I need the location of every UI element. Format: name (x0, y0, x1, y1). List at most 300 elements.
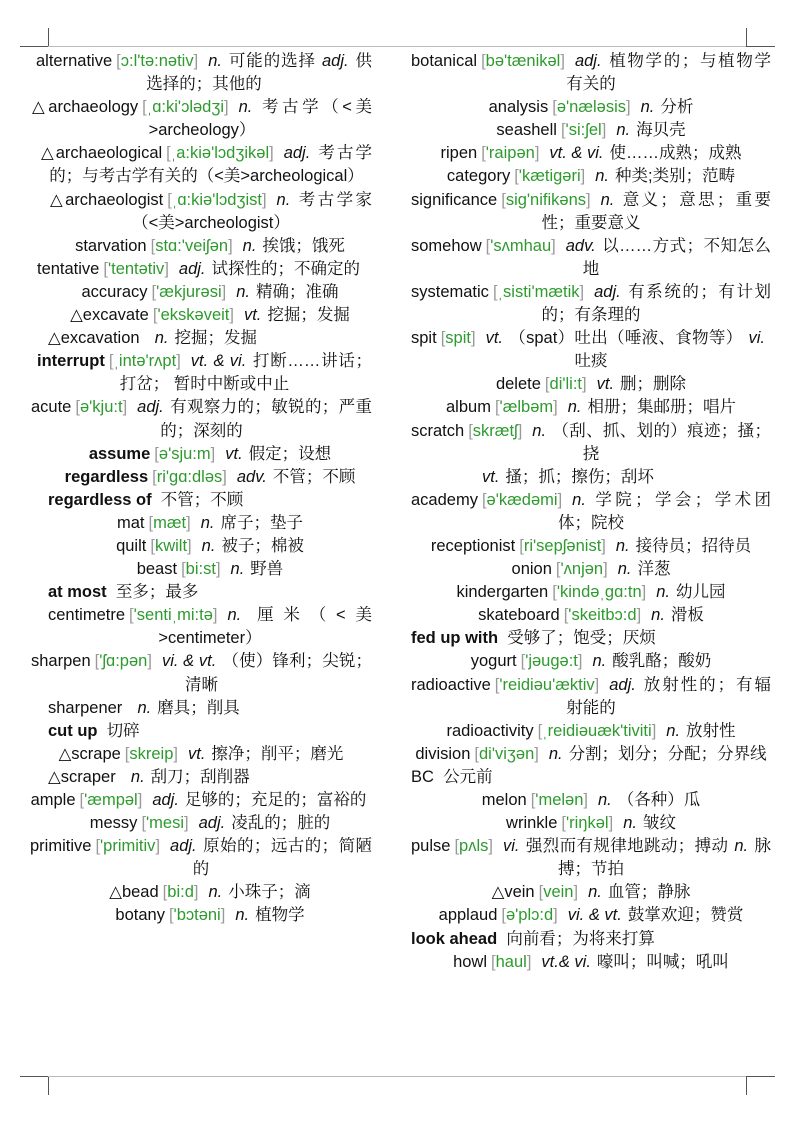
phonetic (539, 883, 578, 901)
bracket-open: [ (494, 675, 500, 694)
definition: 使……成熟；成熟 (609, 144, 742, 163)
definition: 被子；棉被 (221, 536, 304, 555)
definition: 公元前 (443, 767, 493, 786)
part-of-speech: n. (235, 906, 250, 925)
headword: △archaeological (41, 144, 163, 163)
part-of-speech: n. (230, 560, 245, 579)
headword: acute (31, 398, 72, 417)
part-of-speech: n. (208, 883, 223, 902)
dictionary-entry (25, 142, 372, 188)
phonetic-text: di'li:t (549, 375, 583, 394)
headword: division (415, 744, 471, 763)
headword: cut up (48, 721, 98, 740)
phonetic (125, 745, 178, 763)
dictionary-entry (25, 327, 372, 350)
dictionary-entry (25, 189, 372, 235)
left-column (25, 50, 372, 928)
definition: 凌乱的；脏的 (231, 814, 331, 833)
definition: 刮刀；刮削器 (150, 767, 250, 786)
part-of-speech: vi. (502, 837, 520, 856)
right-column (411, 50, 771, 974)
bracket-close: ] (641, 583, 647, 602)
dictionary-entry (411, 119, 771, 142)
phonetic-text: 'ʌnjən (560, 560, 604, 579)
phonetic (501, 906, 557, 924)
headword: applaud (438, 906, 498, 925)
phonetic-text: ˌsisti'mætik (497, 282, 580, 301)
bracket-open: [ (501, 190, 506, 209)
phonetic-text: 'tentətiv (107, 259, 165, 278)
phonetic (552, 583, 646, 601)
headword: △archaeology (32, 98, 139, 117)
dictionary-entry (411, 904, 771, 927)
dictionary-entry (411, 581, 771, 604)
headword: sharpener (48, 698, 123, 717)
phonetic (495, 398, 558, 416)
bracket-close: ] (488, 837, 493, 856)
crop-mark-bottom-left (20, 1076, 49, 1095)
definition: 相册；集邮册；唱片 (587, 398, 736, 417)
phonetic (103, 260, 169, 278)
part-of-speech: adj. (574, 52, 602, 70)
bracket-open: [ (75, 398, 80, 417)
bracket-open: [ (116, 52, 121, 70)
part-of-speech: adj. (609, 675, 636, 694)
bracket-close: ] (580, 167, 586, 186)
headword: radioactivity (446, 721, 534, 740)
part-of-speech: vt. & vi. (190, 352, 247, 371)
phonetic (80, 791, 143, 809)
part-of-speech: n. (617, 560, 632, 579)
part-of-speech: n. (592, 652, 607, 671)
definition: （spat）吐出（唾液、食物等） (508, 329, 743, 348)
bracket-close: ] (534, 744, 539, 763)
phonetic-text: skrætʃ (472, 421, 518, 440)
bracket-close: ] (603, 560, 608, 579)
bracket-open: [ (485, 236, 491, 255)
phonetic (482, 491, 562, 509)
dictionary-entry (25, 881, 372, 904)
phonetic (149, 514, 191, 532)
dictionary-entry (25, 720, 372, 743)
definition: 受够了；饱受；厌烦 (507, 629, 656, 648)
dictionary-entry (411, 881, 771, 904)
part-of-speech: n. (276, 190, 291, 209)
definition: 至多；最多 (115, 583, 199, 602)
part-of-speech: adj. (178, 259, 206, 278)
part-of-speech: n. (238, 98, 253, 117)
phonetic (441, 329, 476, 347)
part-of-speech: n. (227, 606, 242, 625)
bracket-open: [ (501, 906, 506, 925)
definition: 试探性的；不确定的 (211, 259, 361, 278)
bracket-open: [ (520, 652, 526, 671)
headword: messy (89, 814, 138, 833)
headword: quilt (116, 536, 147, 555)
bracket-close: ] (137, 791, 143, 809)
definition: 席子；垫子 (220, 513, 303, 532)
bracket-close: ] (224, 98, 229, 117)
definition: （刮、抓、划的）痕迹；搔；挠 (552, 421, 771, 463)
phonetic (163, 883, 199, 901)
part-of-speech: vt. (485, 329, 503, 348)
part-of-speech: n. (236, 282, 250, 301)
part-of-speech: vi. (748, 329, 765, 348)
definition: 脉搏；节拍 (558, 837, 771, 879)
phonetic-text: stɑ:'veiʃən (155, 236, 229, 255)
headword: album (446, 398, 491, 417)
definition: （使）锋利；尖锐；清晰 (185, 652, 372, 694)
phonetic (141, 814, 188, 832)
headword: kindergarten (456, 583, 549, 602)
phonetic-text: 'riŋkəl (566, 814, 609, 833)
bracket-close: ] (147, 652, 152, 671)
phonetic (154, 445, 215, 463)
definition: 不管；不顾 (160, 490, 244, 509)
bracket-open: [ (537, 721, 543, 740)
dictionary-entry (411, 420, 771, 466)
bracket-open: [ (468, 421, 473, 440)
bracket-open: [ (108, 352, 114, 371)
dictionary-entry (411, 720, 771, 743)
phonetic-text: bi:st (185, 560, 216, 579)
bracket-close: ] (470, 329, 476, 348)
phonetic-text: 'ækjurəsi (156, 282, 222, 301)
definition: 血管；静脉 (607, 883, 691, 902)
bracket-open: [ (150, 536, 155, 555)
definition: 鼓掌欢迎；赞赏 (627, 906, 744, 925)
definition: 打断……讲话；打岔； 暂时中断或中止 (119, 352, 373, 394)
bracket-open: [ (552, 98, 557, 117)
dictionary-entry (411, 928, 771, 951)
dictionary-entry (25, 697, 372, 720)
dictionary-entry (411, 604, 771, 627)
headword: onion (511, 560, 552, 579)
phonetic (481, 52, 565, 70)
part-of-speech: vt. & vi. (549, 144, 604, 163)
phonetic-text: mæt (153, 513, 187, 532)
bracket-open: [ (544, 375, 550, 394)
definition: 挨饿；饿死 (262, 236, 345, 255)
dictionary-entry (411, 535, 771, 558)
definition: 小珠子；滴 (228, 883, 311, 902)
dictionary-entry (25, 96, 372, 142)
part-of-speech: n. (597, 791, 612, 809)
definition: 可能的选择 (227, 52, 316, 70)
definition: 接待员；招待员 (635, 536, 752, 555)
phonetic-text: 'mesi (146, 814, 185, 833)
dictionary-entry (411, 743, 771, 766)
phonetic (75, 398, 127, 416)
bracket-open: [ (151, 282, 157, 301)
bracket-close: ] (626, 98, 631, 117)
part-of-speech: n. (640, 98, 655, 117)
part-of-speech: n. (734, 837, 749, 856)
headword: mat (117, 513, 145, 532)
definition: 放射性的；有辐射能的 (566, 675, 771, 717)
phonetic (561, 814, 613, 832)
bracket-close: ] (534, 144, 540, 163)
headword: receptionist (430, 536, 516, 555)
dictionary-entry (411, 50, 771, 96)
bracket-close: ] (579, 282, 585, 301)
phonetic-text: 'ælbəm (499, 398, 554, 417)
bracket-close: ] (573, 883, 579, 902)
part-of-speech: n. (572, 490, 586, 509)
definition: 挖掘；发掘 (267, 306, 350, 325)
headword: regardless of (48, 490, 152, 509)
part-of-speech: n. (588, 883, 602, 902)
phonetic-text: 'sʌmhau (490, 236, 552, 255)
phonetic-text: 'primitiv (100, 837, 156, 856)
part-of-speech: adj. (594, 282, 621, 301)
phonetic (545, 375, 587, 393)
part-of-speech: n. (200, 513, 215, 532)
phonetic-text: spit (445, 329, 471, 348)
definition: 原始的；远古的；简陋的 (192, 837, 372, 879)
bracket-close: ] (553, 398, 558, 417)
headword: △scrape (58, 744, 121, 763)
definition: 种类;类别；范畴 (615, 167, 736, 186)
headword: assume (88, 444, 151, 463)
part-of-speech: n. (651, 606, 665, 625)
definition: 野兽 (250, 560, 284, 579)
definition: 精确；准确 (256, 282, 339, 301)
bracket-open: [ (494, 398, 500, 417)
bracket-close: ] (577, 652, 583, 671)
bracket-close: ] (594, 675, 600, 694)
definition: 学院；学会；学术团体；院校 (558, 490, 771, 532)
headword: interrupt (37, 352, 105, 371)
crop-mark-top-left (20, 28, 49, 47)
bracket-open: [ (103, 259, 108, 278)
bracket-close: ] (176, 352, 181, 371)
dictionary-entry (25, 512, 372, 535)
dictionary-entry (411, 627, 771, 650)
dictionary-entry (411, 96, 771, 119)
definition: 海贝壳 (636, 121, 686, 140)
dictionary-entry (411, 650, 771, 673)
bracket-open: [ (79, 791, 85, 809)
bracket-close: ] (164, 259, 169, 278)
part-of-speech: vt. (188, 744, 206, 763)
phonetic-text: 'kindəˌgɑ:tn (556, 583, 642, 602)
definition: 考古学（<美>archeology） (148, 98, 372, 140)
part-of-speech: n. (615, 536, 630, 555)
headword: analysis (488, 98, 549, 117)
bracket-close: ] (220, 906, 226, 925)
dictionary-entry (411, 558, 771, 581)
definition: 有观察力的；敏锐的；严重的；深刻的 (160, 398, 372, 440)
phonetic (501, 191, 590, 209)
phonetic (531, 791, 588, 809)
part-of-speech: n. (600, 190, 615, 209)
bracket-close: ] (215, 560, 221, 579)
definition: 植物学 (255, 906, 305, 925)
phonetic (538, 722, 657, 740)
phonetic (564, 606, 641, 624)
crop-mark-bottom-right (746, 1076, 775, 1095)
part-of-speech: adv. (565, 236, 596, 255)
definition: 磨具；削具 (157, 698, 240, 717)
crop-mark-top-right (746, 28, 775, 47)
phonetic (486, 237, 556, 255)
part-of-speech: vt. (243, 306, 262, 325)
definition: 擦净；削平；磨光 (211, 744, 344, 763)
phonetic-text: 'melən (535, 791, 584, 809)
headword: △excavation (48, 329, 140, 348)
definition: 洋葱 (637, 560, 671, 579)
dictionary-entry (25, 489, 372, 512)
headword: fed up with (411, 629, 499, 648)
bracket-close: ] (636, 606, 642, 625)
phonetic (151, 237, 233, 255)
bracket-close: ] (122, 398, 128, 417)
bracket-open: [ (440, 329, 446, 348)
phonetic-text: ˌintə'rʌpt (113, 352, 177, 371)
bracket-open: [ (150, 236, 156, 255)
dictionary-entry (25, 466, 372, 489)
bracket-open: [ (474, 744, 479, 763)
bracket-open: [ (514, 167, 519, 186)
definition: 嚎叫；叫喊；吼叫 (596, 952, 729, 971)
headword: centimetre (48, 606, 126, 625)
phonetic-text: sig'nifikəns (505, 190, 587, 209)
phonetic-text: ə'kju:t (79, 398, 123, 417)
bracket-open: [ (168, 906, 174, 925)
bracket-open: [ (481, 490, 487, 509)
phonetic (166, 144, 274, 162)
part-of-speech: adj. (170, 837, 197, 856)
part-of-speech: vt. (596, 375, 615, 394)
headword: botanical (411, 52, 478, 70)
phonetic-text: bi:d (167, 883, 194, 902)
bracket-open: [ (552, 583, 557, 602)
bracket-close: ] (184, 814, 189, 833)
phonetic (519, 537, 606, 555)
bracket-close: ] (583, 791, 588, 809)
phonetic (561, 121, 606, 139)
bracket-close: ] (187, 536, 192, 555)
headword: BC (411, 767, 434, 786)
bracket-close: ] (228, 236, 233, 255)
headword: radioactive (411, 675, 491, 694)
definition: 幼儿园 (675, 583, 726, 602)
dictionary-entry (411, 165, 771, 188)
part-of-speech: n. (130, 767, 145, 786)
headword: accuracy (81, 282, 148, 301)
headword: △archaeologist (50, 190, 164, 209)
part-of-speech: adj. (137, 398, 164, 417)
definition: 强烈而有规律地跳动；搏动 (525, 837, 729, 856)
page-top-rule (48, 46, 746, 47)
part-of-speech: adj. (321, 52, 349, 70)
dictionary-entry (25, 812, 372, 835)
phonetic (474, 745, 538, 763)
definition: 植物学的；与植物学有关的 (566, 52, 771, 94)
phonetic (491, 953, 531, 971)
bracket-open: [ (166, 144, 171, 163)
phonetic (495, 676, 599, 694)
dictionary-entry (25, 766, 372, 789)
headword: yogurt (470, 652, 517, 671)
headword: significance (411, 190, 498, 209)
headword: melon (481, 791, 527, 809)
phonetic-text: ˌɑ:kiə'lɔdʒist (171, 190, 262, 209)
dictionary-entry (25, 50, 372, 96)
bracket-open: [ (152, 306, 158, 325)
bracket-close: ] (193, 883, 199, 902)
definition: 不管；不顾 (272, 467, 356, 486)
bracket-close: ] (186, 513, 191, 532)
phonetic (95, 652, 152, 670)
bracket-open: [ (538, 883, 544, 902)
dictionary-entry (411, 396, 771, 419)
bracket-open: [ (154, 444, 159, 463)
phonetic-text: 'skeitbɔ:d (568, 606, 637, 625)
part-of-speech: vt.& vi. (541, 952, 591, 971)
dictionary-entry (25, 396, 372, 442)
part-of-speech: n. (532, 421, 547, 440)
bracket-close: ] (210, 444, 216, 463)
bracket-close: ] (560, 52, 565, 70)
dictionary-entry (411, 766, 771, 789)
headword: wrinkle (506, 814, 558, 833)
bracket-close: ] (229, 306, 234, 325)
dictionary-entry-continuation (411, 466, 771, 489)
definition: 搔；抓；擦伤；刮坏 (505, 467, 654, 486)
phonetic (454, 837, 493, 855)
headword: beast (136, 560, 178, 579)
phonetic-text: 'kætigəri (518, 167, 581, 186)
phonetic (142, 98, 228, 116)
bracket-open: [ (563, 606, 569, 625)
part-of-speech: adj. (283, 144, 311, 163)
headword: regardless (64, 467, 149, 486)
headword: △bead (109, 883, 159, 902)
headword: scratch (411, 421, 465, 440)
bracket-open: [ (148, 513, 154, 532)
bracket-open: [ (94, 652, 100, 671)
definition: 挖掘；发掘 (174, 329, 258, 348)
headword: ripen (440, 144, 478, 163)
dictionary-entry (25, 350, 372, 396)
phonetic-text: skreip (129, 744, 174, 763)
dictionary-entry (411, 835, 771, 881)
bracket-close: ] (651, 721, 657, 740)
bracket-open: [ (152, 467, 157, 486)
part-of-speech: adv. (236, 467, 267, 486)
phonetic (150, 537, 191, 555)
bracket-open: [ (492, 282, 498, 301)
dictionary-entry (411, 281, 771, 327)
bracket-open: [ (561, 814, 566, 833)
headword: △vein (491, 883, 535, 902)
bracket-open: [ (530, 791, 536, 809)
phonetic (152, 283, 227, 301)
definition: 供选择的；其他的 (146, 52, 373, 94)
phonetic-text: 'reidiəu'æktiv (499, 675, 595, 694)
phonetic-text: di'viʒən (479, 744, 535, 763)
definition: 意义；意思；重要性；重要意义 (541, 190, 771, 232)
bracket-close: ] (261, 190, 267, 209)
bracket-open: [ (95, 837, 101, 856)
bracket-open: [ (129, 606, 134, 625)
phonetic-text: kwilt (154, 536, 188, 555)
definition: 考古学的；与考古学有关的（<美>archeological） (49, 144, 373, 186)
dictionary-entry (411, 812, 771, 835)
definition: 分割；划分；分配；分界线 (568, 744, 767, 763)
